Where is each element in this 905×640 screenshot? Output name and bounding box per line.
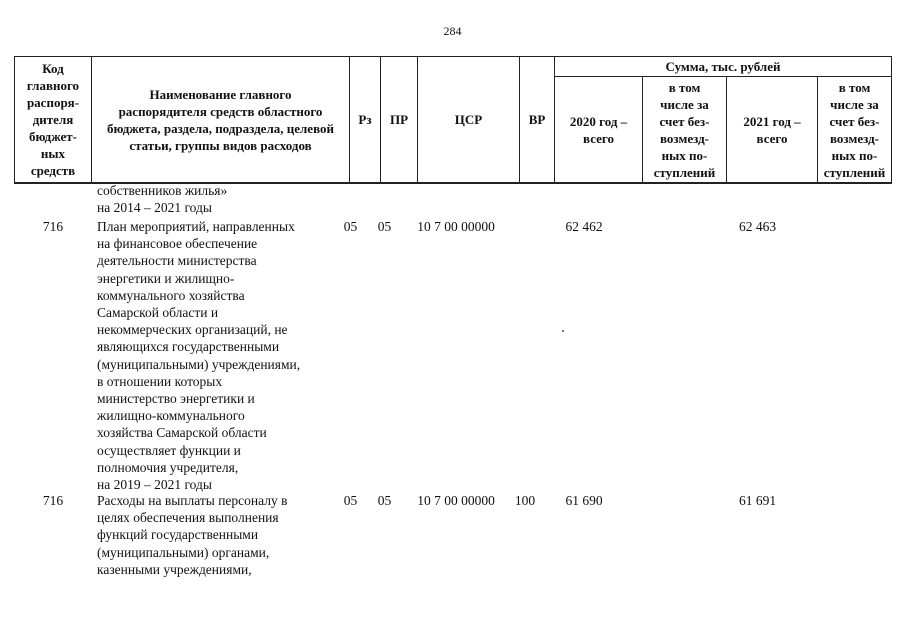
header-2020-free: в том числе за счет без-возмезд-ных по-ступлений	[643, 77, 727, 183]
header-2021-total: 2021 год – всего	[727, 77, 818, 183]
row2-code: 716	[42, 493, 64, 508]
row1-name: План мероприятий, направленных на финансовое обеспечение деятельности министерства энергетики и жилищно- коммунального хозяйства Самарской области и некоммерческих организаций, не являющихся государственными (муниципальными) учреждениями, в отношении которых министерство энергетики и жилищно-коммунального хозяйства Самарской области осуществляет функции и полномочия учредителя, на 2019 – 2021 годы	[97, 219, 301, 493]
row2-2021-total: 61 691	[738, 493, 777, 508]
row2-pr: 05	[377, 493, 392, 508]
table-header	[14, 56, 892, 184]
header-csr: ЦСР	[418, 57, 520, 183]
row1-pr: 05	[377, 219, 392, 234]
continued-text: собственников жилья» на 2014 – 2021 годы	[97, 183, 228, 216]
header-2021-free: в том числе за счет без-возмезд-ных по-ступлений	[818, 77, 891, 183]
header-vr: ВР	[520, 57, 555, 183]
header-name: Наименование главного распорядителя средств областного бюджета, раздела, подраздела, целевой статьи, группы видов расходов	[92, 57, 350, 183]
page-number: 284	[443, 24, 462, 38]
header-pr: ПР	[381, 57, 418, 183]
row2-vr: 100	[514, 493, 536, 508]
row2-name: Расходы на выплаты персоналу в целях обеспечения выполнения функций государственными (муниципальными) органами, казенными учреждениями,	[97, 493, 288, 577]
row1-rz: 05	[343, 219, 358, 234]
header-sum-title: Сумма, тыс. рублей	[555, 57, 891, 77]
row2-2020-total: 61 690	[565, 493, 603, 508]
row2-csr: 10 7 00 00000	[417, 493, 495, 508]
row1-csr: 10 7 00 00000	[417, 219, 495, 234]
row1-code: 716	[42, 219, 64, 234]
row1-2021-total: 62 463	[738, 219, 777, 234]
scan-speck	[562, 330, 564, 332]
row2-rz: 05	[343, 493, 358, 508]
header-code: Код главного распоря-дителя бюджет-ных средств	[15, 57, 92, 183]
row1-2020-total: 62 462	[565, 219, 603, 234]
header-rz: Рз	[350, 57, 381, 183]
header-2020-total: 2020 год – всего	[555, 77, 643, 183]
